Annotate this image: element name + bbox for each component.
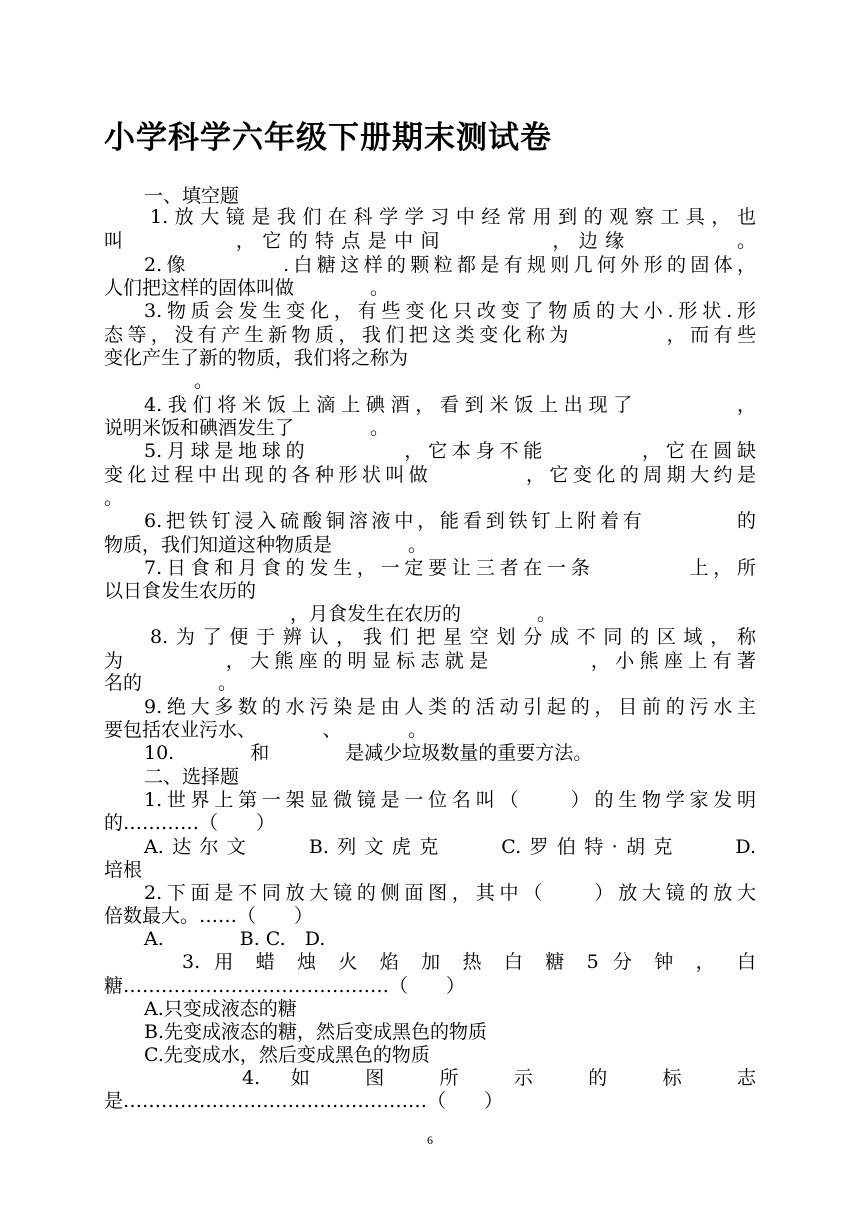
text-line: 要包括农业污水、 、 。 bbox=[104, 719, 428, 741]
text-line: A. B. C. D. bbox=[144, 928, 326, 950]
page-number: 6 bbox=[427, 1133, 433, 1147]
text-line: 。 bbox=[194, 370, 214, 392]
text-line: 说明米饭和碘酒发生了 。 bbox=[104, 417, 390, 439]
text-line: B.先变成液态的糖，然后变成黑色的物质 bbox=[144, 1021, 488, 1043]
text-line: 以日食发生农历的 bbox=[104, 580, 257, 602]
text-line: 是…………………………………………（ ） bbox=[104, 1090, 504, 1112]
section-heading-fill-in: 一、填空题 bbox=[144, 185, 240, 207]
text-line: 2.下面是不同放大镜的侧面图，其中（ ）放大镜的放大 bbox=[144, 882, 756, 904]
text-line: 糖……………………………………（ ） bbox=[104, 975, 466, 997]
text-line: 4.我们将米饭上滴上碘酒，看到米饭上出现了 ， bbox=[144, 394, 756, 416]
text-line: 9.绝大多数的水污染是由人类的活动引起的，目前的污水主 bbox=[144, 696, 756, 718]
text-line: 3. 用 蜡 烛 火 焰 加 热 白 糖 5 分 钟 ， 白 bbox=[182, 951, 756, 973]
text-line: 为 ，大熊座的明显标志就是 ，小熊座上有著 bbox=[104, 650, 756, 672]
text-line: 3.物质会发生变化，有些变化只改变了物质的大小.形状.形 bbox=[144, 300, 756, 322]
text-line: 倍数最大。……（ ） bbox=[104, 905, 314, 927]
text-line: 。 bbox=[104, 487, 124, 509]
text-line: 叫 ，它的特点是中间 ，边缘 。 bbox=[104, 230, 756, 252]
text-line: 变化过程中出现的各种形状叫做 ，它变化的周期大约是 bbox=[104, 464, 756, 486]
text-line: 1.放大镜是我们在科学学习中经常用到的观察工具，也 bbox=[150, 206, 756, 228]
text-line: 10. 和 是减少垃圾数量的重要方法。 bbox=[144, 742, 593, 764]
text-line: 物质，我们知道这种物质是 。 bbox=[104, 534, 428, 556]
text-line: 8.为了便于辨认，我们把星空划分成不同的区域，称 bbox=[150, 626, 756, 648]
text-line: 名的 。 bbox=[104, 672, 238, 694]
page-title: 小学科学六年级下册期末测试卷 bbox=[104, 120, 552, 156]
text-line: ，月食发生在农历的 。 bbox=[214, 603, 557, 625]
text-line: 5.月球是地球的 ，它本身不能 ，它在圆缺 bbox=[144, 440, 756, 462]
text-line: A.只变成液态的糖 bbox=[144, 998, 297, 1020]
text-line: A.达尔文 B.列文虎克 C.罗伯特·胡克 D. bbox=[144, 836, 756, 858]
text-line: 6.把铁钉浸入硫酸铜溶液中，能看到铁钉上附着有 的 bbox=[144, 510, 756, 532]
text-line: 人们把这样的固体叫做 。 bbox=[104, 277, 390, 299]
text-line: 的…………（ ） bbox=[104, 812, 276, 834]
text-line: 1.世界上第一架显微镜是一位名叫（ ）的生物学家发明 bbox=[144, 789, 756, 811]
text-line: 4. 如 图 所 示 的 标 志 bbox=[242, 1067, 756, 1089]
text-line: 2.像 .白糖这样的颗粒都是有规则几何外形的固体， bbox=[144, 254, 756, 276]
text-line: 培根 bbox=[104, 859, 143, 881]
text-line: 变化产生了新的物质，我们将之称为 bbox=[104, 347, 409, 369]
text-line: 7.日食和月食的发生，一定要让三者在一条 上，所 bbox=[144, 557, 756, 579]
text-line: 态等，没有产生新物质，我们把这类变化称为 ，而有些 bbox=[104, 324, 756, 346]
text-line: C.先变成水，然后变成黑色的物质 bbox=[144, 1044, 430, 1066]
section-heading-choice: 二、选择题 bbox=[144, 766, 240, 788]
